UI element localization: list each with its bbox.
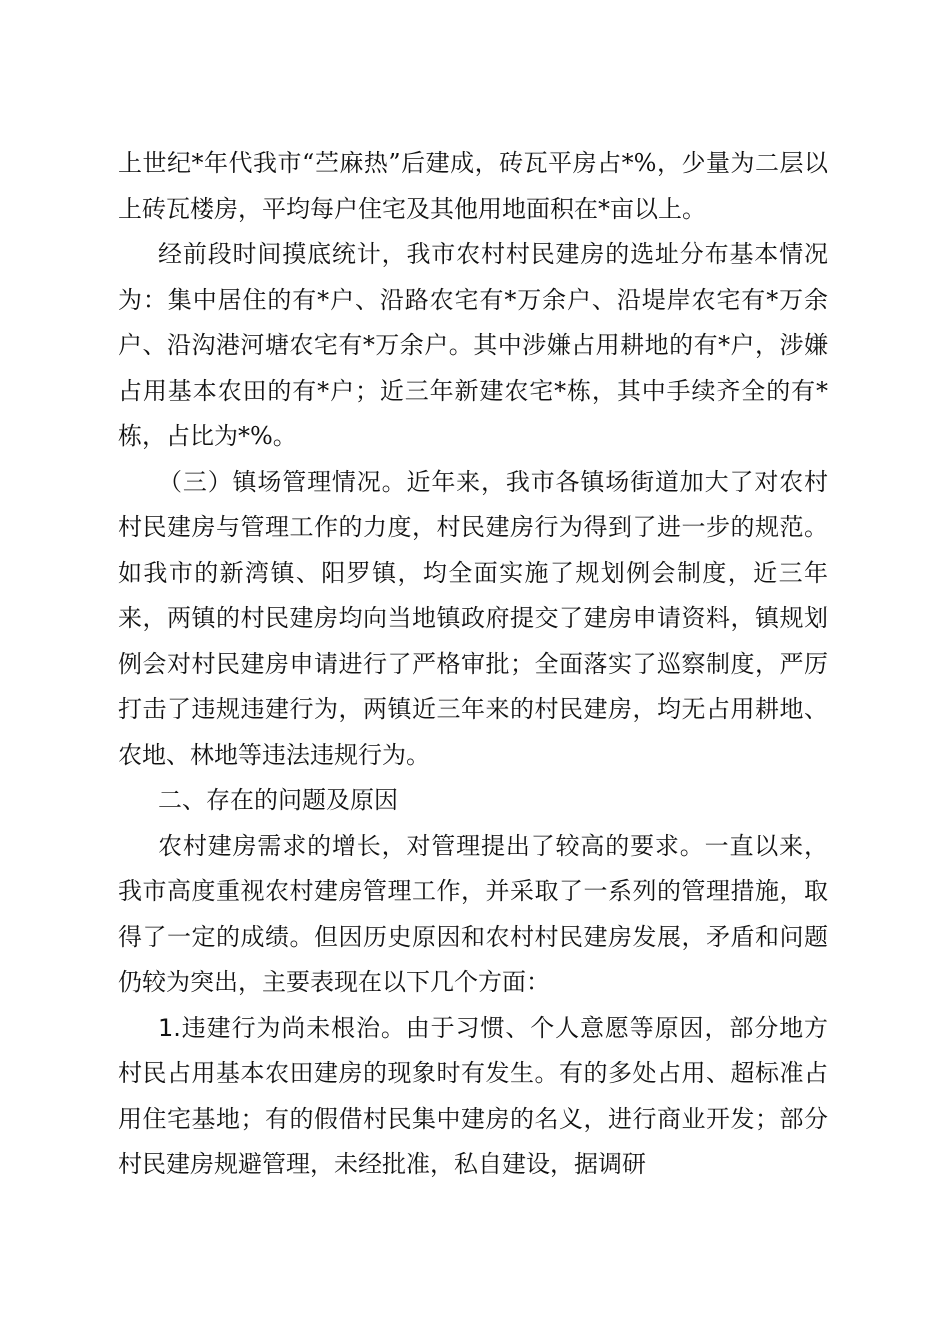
paragraph-continuation xyxy=(118,141,828,232)
document-body xyxy=(118,141,828,1188)
paragraph-problems-intro xyxy=(118,824,828,1006)
section-heading: 二、存在的问题及原因 xyxy=(158,786,398,814)
paragraph-lead: 1.违建行为尚未根治。 xyxy=(158,1013,406,1042)
paragraph-text: 农村建房需求的增长，对管理提出了较高的要求。一直以来，我市高度重视农村建房管理工作，并采取了一系列的管理措施，取得了一定的成绩。但因历史原因和农村村民建房发展，矛盾和问题仍较为突出，主要表现在以下几个方面： xyxy=(118,831,828,996)
paragraph-town-management xyxy=(118,460,828,779)
paragraph-text: 上世纪*年代我市“苎麻热”后建成，砖瓦平房占*%，少量为二层以上砖瓦楼房，平均每户住宅及其他用地面积在*亩以上。 xyxy=(118,149,828,223)
paragraph-statistics xyxy=(118,232,828,460)
paragraph-text: 近年来，我市各镇场街道加大了对农村村民建房与管理工作的力度，村民建房行为得到了进一步的规范。如我市的新湾镇、阳罗镇，均全面实施了规划例会制度，近三年来，两镇的村民建房均向当地镇政府提交了建房申请资料，镇规划例会对村民建房申请进行了严格审批；全面落实了巡察制度，严厉打击了违规违建行为，两镇近三年来的村民建房，均无占用耕地、农地、林地等违法违规行为。 xyxy=(118,467,829,769)
paragraph-text: 经前段时间摸底统计，我市农村村民建房的选址分布基本情况为：集中居住的有*户、沿路农宅有*万余户、沿堤岸农宅有*万余户、沿沟港河塘农宅有*万余户。其中涉嫌占用耕地的有*户，涉嫌占用基本农田的有*户；近三年新建农宅*栋，其中手续齐全的有*栋，占比为*%。 xyxy=(118,240,828,450)
paragraph-text: 由于习惯、个人意愿等原因，部分地方村民占用基本农田建房的现象时有发生。有的多处占用、超标准占用住宅基地；有的假借村民集中建房的名义，进行商业开发；部分村民建房规避管理，未经批准，私自建设，据调研 xyxy=(118,1013,828,1178)
paragraph-lead: （三）镇场管理情况。 xyxy=(158,467,407,496)
paragraph-problem-1 xyxy=(118,1006,828,1188)
